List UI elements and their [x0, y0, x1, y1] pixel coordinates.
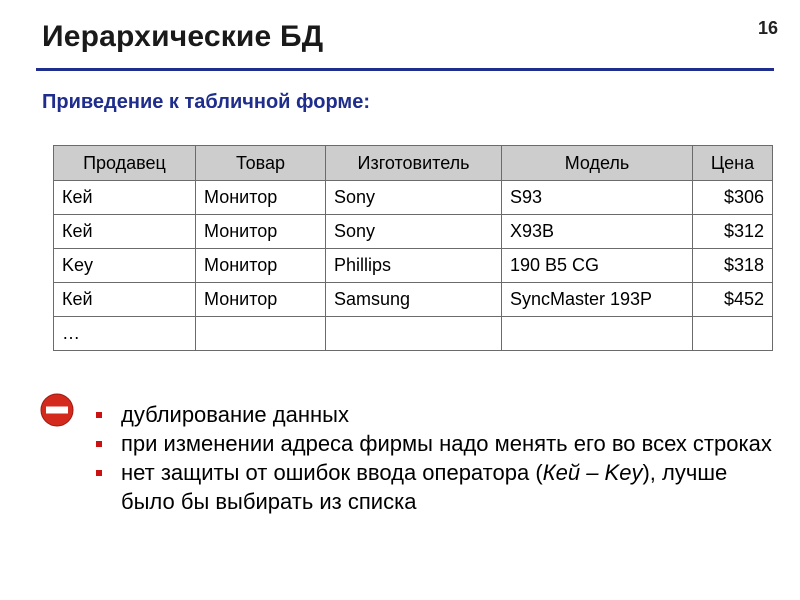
table-cell: Монитор [196, 283, 326, 317]
table-cell-price: $318 [693, 249, 773, 283]
column-header-price: Цена [693, 146, 773, 181]
bullet-text-emphasis: Кей – Key [542, 460, 643, 485]
table-row [54, 181, 773, 215]
table-cell-price: $306 [693, 181, 773, 215]
table-cell: Монитор [196, 249, 326, 283]
data-table [53, 145, 773, 351]
bullet-item [93, 400, 773, 429]
table-row [54, 215, 773, 249]
no-entry-icon [40, 393, 74, 427]
table-row [54, 249, 773, 283]
bullet-text-post: ), лучше было бы выбирать из списка [121, 460, 728, 514]
table-row [54, 283, 773, 317]
table-cell [196, 317, 326, 351]
table-cell: Sony [326, 215, 502, 249]
table-cell: S93 [502, 181, 693, 215]
square-bullet-icon [96, 441, 102, 447]
table-cell-price [693, 317, 773, 351]
slide-number: 16 [757, 18, 778, 38]
table-cell: Кей [54, 181, 196, 215]
column-header-seller: Продавец [54, 146, 196, 181]
data-table-container [53, 145, 772, 351]
table-cell: Кей [54, 283, 196, 317]
table-row-ellipsis [54, 317, 773, 351]
table-cell [502, 317, 693, 351]
table-cell: Монитор [196, 215, 326, 249]
table-cell-price: $312 [693, 215, 773, 249]
column-header-product: Товар [196, 146, 326, 181]
slide-title: Иерархические БД [42, 20, 324, 53]
table-cell: Phillips [326, 249, 502, 283]
table-cell: X93B [502, 215, 693, 249]
table-cell [326, 317, 502, 351]
table-header-row [54, 146, 773, 181]
bullet-text-pre: нет защиты от ошибок ввода оператора ( [121, 460, 543, 485]
table-cell: Монитор [196, 181, 326, 215]
table-cell-price: $452 [693, 283, 773, 317]
title-divider [36, 68, 774, 71]
table-cell: Key [54, 249, 196, 283]
table-cell: SyncMaster 193P [502, 283, 693, 317]
slide-subtitle: Приведение к табличной форме: [42, 91, 370, 113]
table-cell: Кей [54, 215, 196, 249]
column-header-manufacturer: Изготовитель [326, 146, 502, 181]
square-bullet-icon [96, 412, 102, 418]
bullet-text: дублирование данных [121, 402, 349, 427]
table-cell: 190 B5 CG [502, 249, 693, 283]
column-header-model: Модель [502, 146, 693, 181]
bullet-item [93, 429, 773, 458]
bullet-item [93, 458, 773, 516]
table-cell: Samsung [326, 283, 502, 317]
table-cell: Sony [326, 181, 502, 215]
square-bullet-icon [96, 470, 102, 476]
bullet-list [93, 400, 773, 516]
bullet-text: при изменении адреса фирмы надо менять его во всех строках [121, 431, 772, 456]
table-cell: … [54, 317, 196, 351]
